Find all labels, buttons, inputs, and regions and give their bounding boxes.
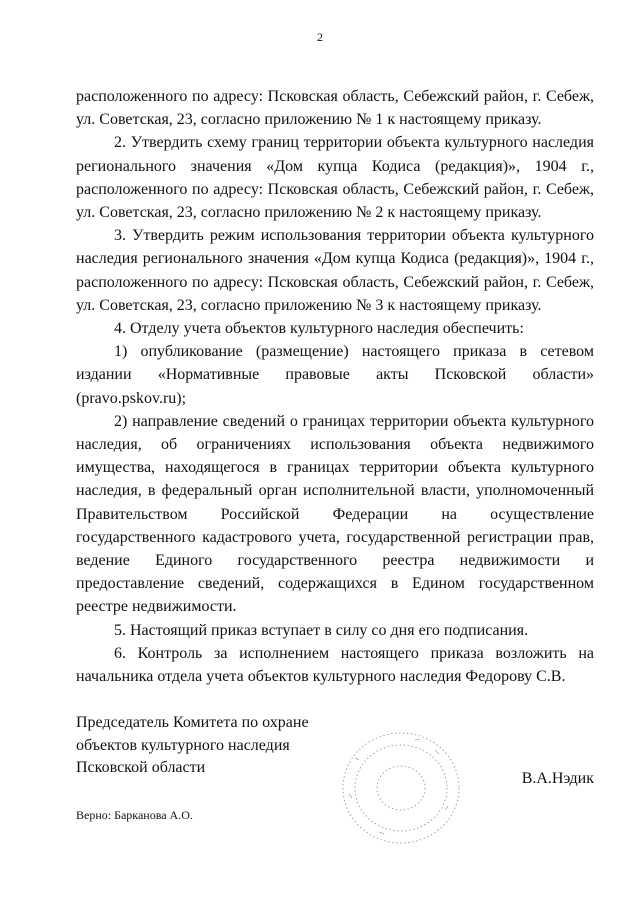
- paragraph-address-continuation: расположенного по адресу: Псковская область, Себежский район, г. Себеж, ул. Советская, 23, согласно приложению № 1 к настоящему приказу.: [76, 88, 594, 129]
- paragraph-item-3: 3. Утвердить режим использования территории объекта культурного наследия регионального значения «Дом купца Кодиса (редакция)», 1904 г., расположенного по адресу: Псковская область, Себежский район, г. Себеж, ул. Советская, 23, согласно приложению № 3 к настоящему приказу.: [76, 227, 594, 314]
- paragraph-item-4: 4. Отделу учета объектов культурного наследия обеспечить:: [114, 320, 524, 338]
- signatory-position-line: Псковской области: [76, 759, 206, 776]
- paragraph-item-5: 5. Настоящий приказ вступает в силу со дня его подписания.: [114, 621, 529, 639]
- signatory-position-line: объектов культурного наследия: [76, 736, 290, 754]
- document-body: [76, 85, 594, 688]
- page-number: 2: [317, 30, 323, 44]
- paragraph-item-2: 2. Утвердить схему границ территории объекта культурного наследия регионального значения «Дом купца Кодиса (редакция)», 1904 г., расположенного по адресу: Псковская область, Себежский район, г. Себеж, ул. Советская, 23, согласно приложению № 2 к настоящему приказу.: [76, 134, 594, 222]
- certification-note: Верно: Барканова А.О.: [76, 808, 193, 822]
- paragraph-item-4-1: 1) опубликование (размещение) настоящего приказа в сетевом издании «Нормативные правовые акты Псковской области» (pravo.pskov.ru);: [76, 343, 594, 407]
- official-seal: [335, 728, 465, 848]
- signatory-position-line: Председатель Комитета по охране: [76, 714, 309, 731]
- signatory-name: В.А.Нэдик: [521, 770, 594, 787]
- paragraph-item-6: 6. Контроль за исполнением настоящего приказа возложить на начальника отдела учета объектов культурного наследия Федорову С.В.: [76, 644, 594, 686]
- paragraph-item-4-2: 2) направление сведений о границах территории объекта культурного наследия, об ограничениях использования объекта недвижимого имущества, находящегося в границах территории объекта культурного наследия, в федеральный орган исполнительной власти, уполномоченный Правительством Российской Федерации на осуществление государственного кадастрового учета, государственной регистрации прав, ведение Единого государственного реестра недвижимости и предоставление сведений, содержащихся в Едином государственном реестре недвижимости.: [76, 412, 594, 616]
